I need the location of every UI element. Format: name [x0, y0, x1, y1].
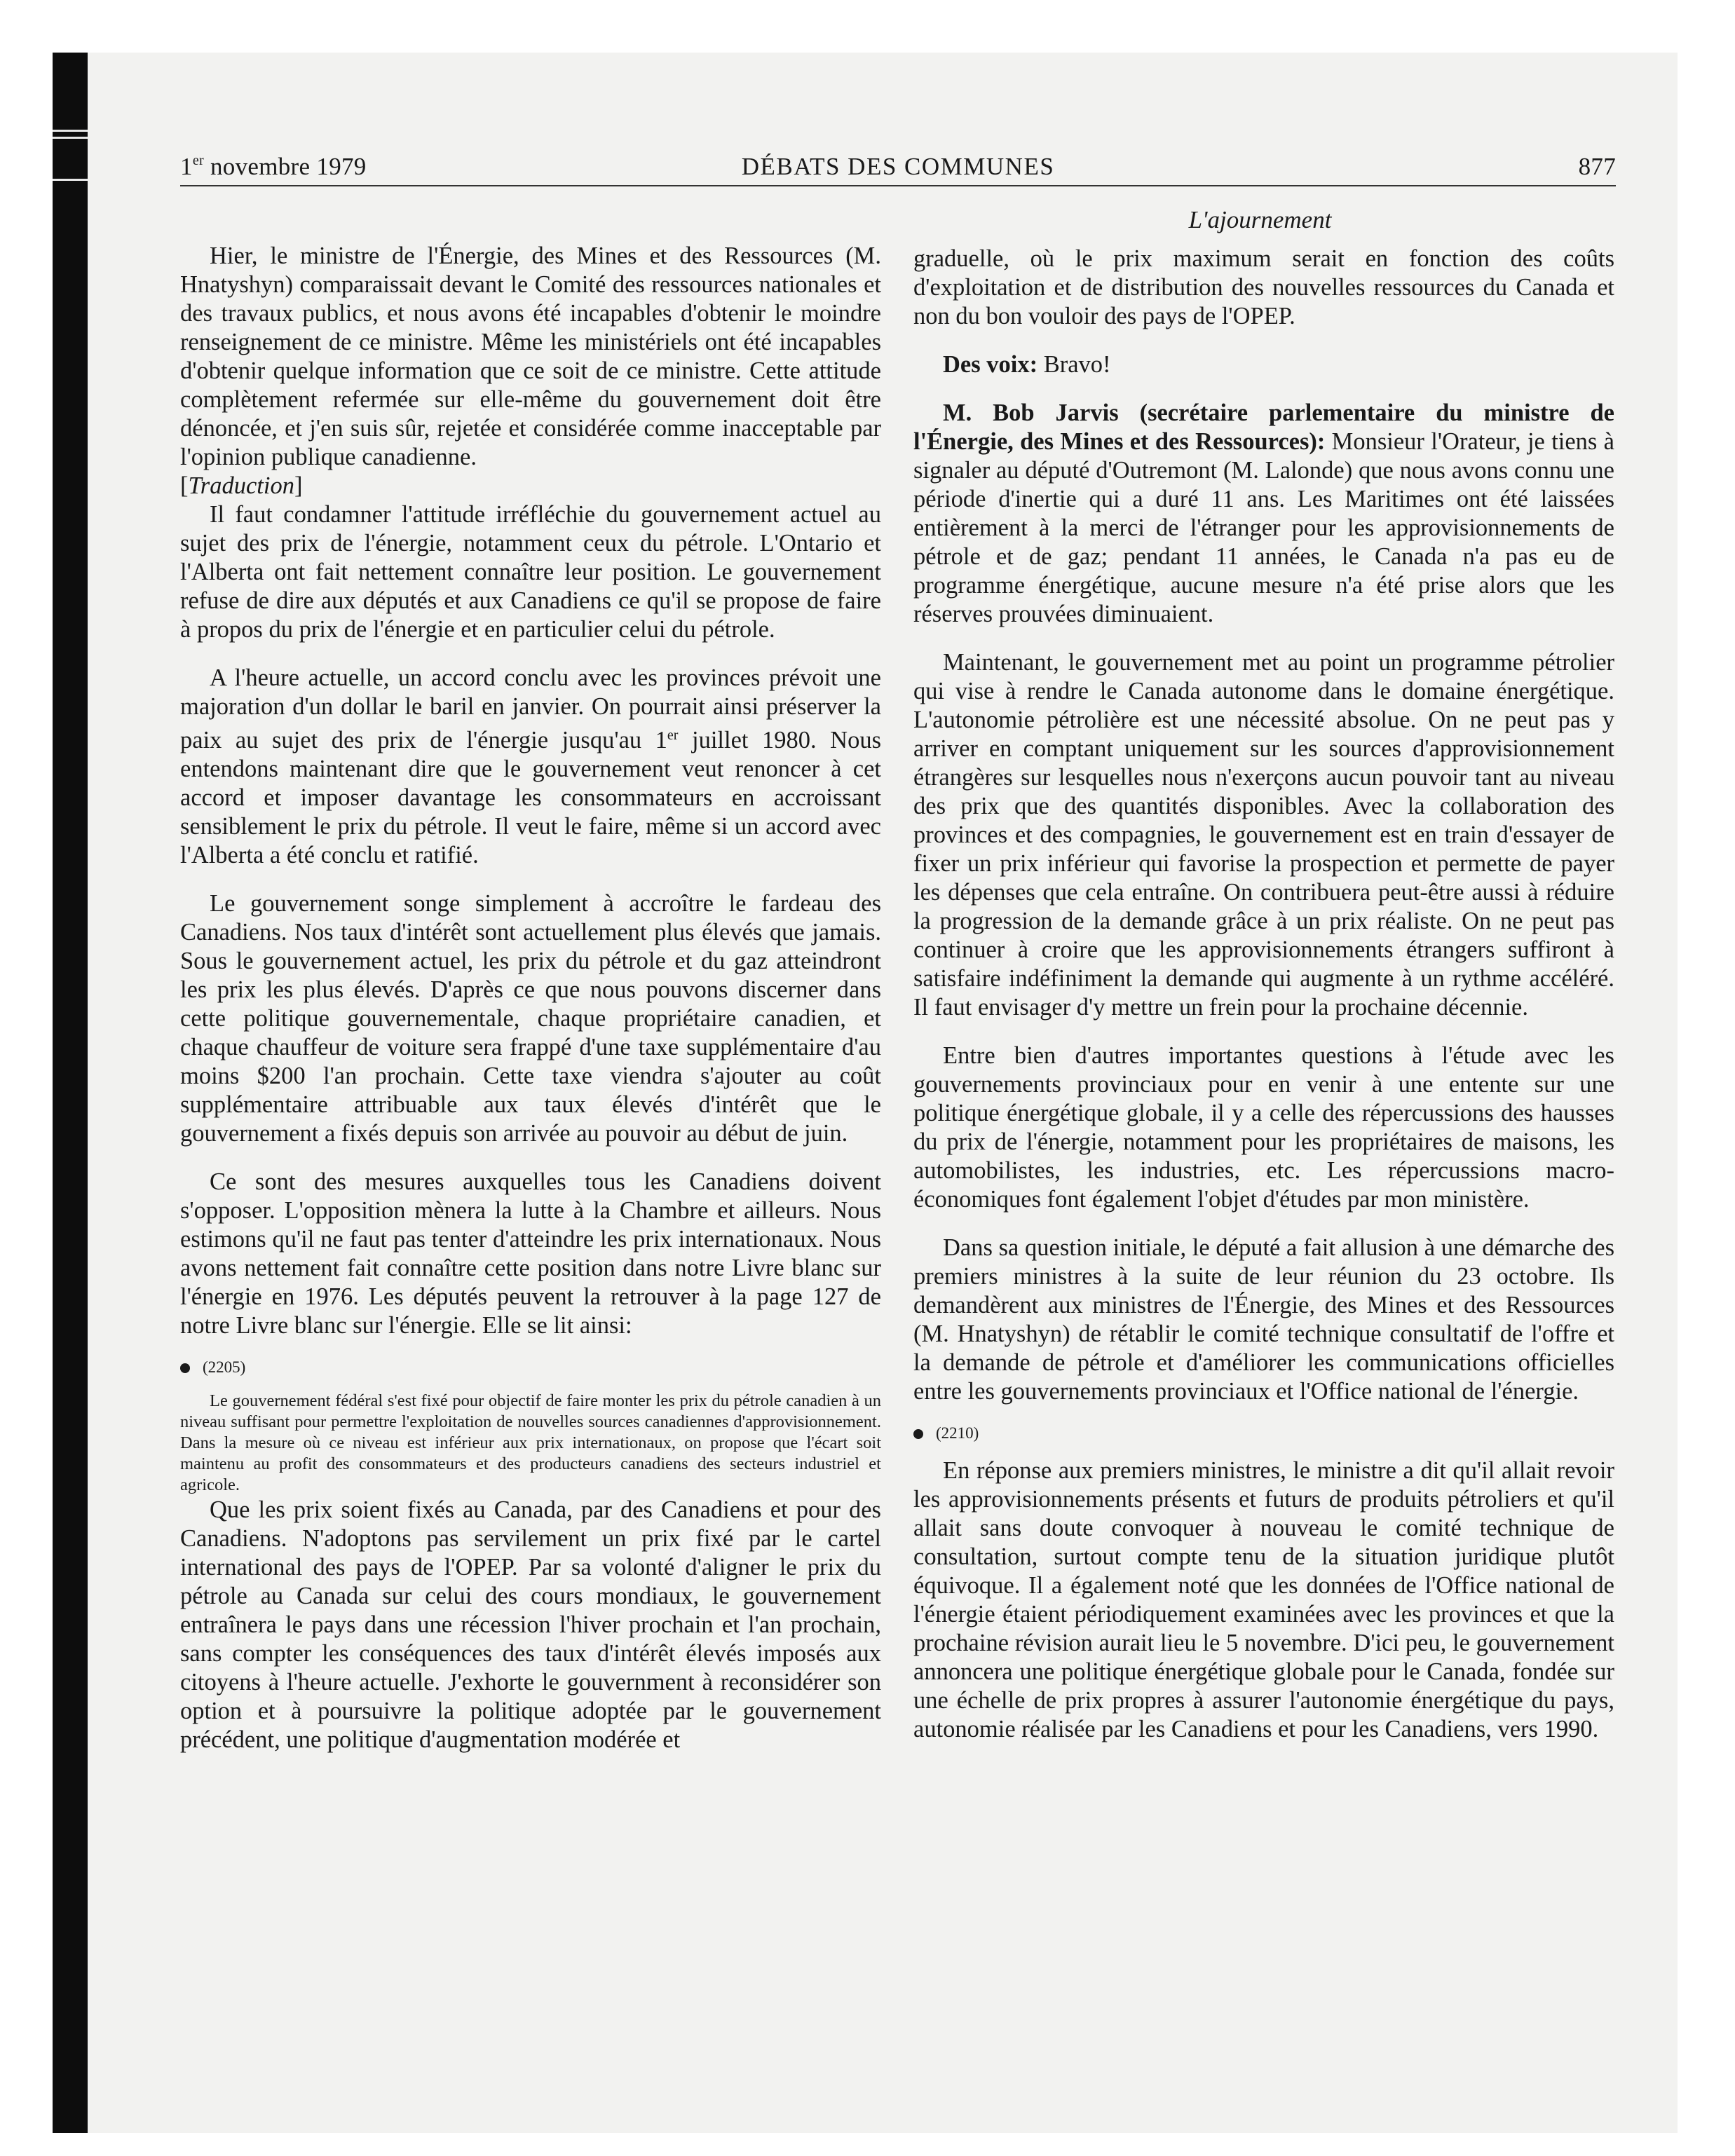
paragraph: Le gouvernement songe simplement à accroître le fardeau des Canadiens. Nos taux d'intérêt sont actuellement plus élevés que jamais. Sous le gouvernement actuel, les prix du pétrole et du gaz atteindront les prix les plus élevés. D'après ce que nous pouvons discerner dans cette politique gouvernementale, chaque propriétaire canadien, et chaque chauffeur de voiture sera frappé d'une taxe supplémentaire d'au moins $200 l'an prochain. Cette taxe viendra s'ajouter au coût supplémentaire attribuable aux taux élevés d'intérêt que le gouvernement a fixés depuis son arrivée au pouvoir au début de juin. [180, 890, 881, 1147]
paragraph: Maintenant, le gouvernement met au point un programme pétrolier qui vise à rendre le Canada autonome dans le domaine énergétique. L'autonomie pétrolière est une nécessité absolue. On ne peut pas y arriver en comptant uniquement sur les sources d'approvisionnement étrangères sur lesquelles nous n'exerçons aucun pouvoir tant au niveau des prix que des quantités disponibles. Avec la collaboration des provinces et des compagnies, le gouvernement est en train d'essayer de fixer un prix inférieur qui favorise la prospection et permette de payer les dépenses que cela entraîne. On contribuera peut-être aussi à réduire la progression de la demande grâce à un prix réaliste. On ne peut pas continuer à croire que les approvisionnements étrangers suffiront à satisfaire indéfiniment la demande qui augmente à un rythme accéléré. Il faut envisager d'y mettre un frein pour la prochaine décennie. [913, 649, 1614, 1021]
speaker-paragraph: Des voix: Bravo! [943, 351, 1111, 378]
running-head: L'ajournement [1188, 206, 1332, 233]
binding-edge [53, 53, 88, 2133]
block-quote: Le gouvernement fédéral s'est fixé pour objectif de faire monter les prix du pétrole canadien à un niveau suffisant pour permettre l'exploitation de nouvelles sources canadiennes d'approvisionnement. Dans la mesure où ce niveau est inférieur aux prix internationaux, on propose que l'écart soit maintenu au profit des consommateurs et des producteurs canadiens des secteurs industriel et agricole. [180, 1391, 881, 1494]
header-rule [180, 185, 1616, 186]
paragraph: Hier, le ministre de l'Énergie, des Mines et des Ressources (M. Hnatyshyn) comparaissait devant le Comité des ressources nationales et des travaux publics, et nous avons été incapables d'obtenir le moindre renseignement de ce ministre. Même les ministériels ont été incapables d'obtenir quelque information que ce soit de ce ministre. Cette attitude complètement refermée sur elle-même du gouvernement doit être dénoncée, et j'en suis sûr, rejetée et considérée comme inacceptable par l'opinion publique canadienne. [180, 243, 881, 470]
header-title: DÉBATS DES COMMUNES [741, 153, 1055, 180]
page-header [180, 153, 1616, 189]
paragraph: Ce sont des mesures auxquelles tous les Canadiens doivent s'opposer. L'opposition mènera la lutte à la Chambre et ailleurs. Nous estimons qu'il ne faut pas tenter d'atteindre les prix internationaux. Nous avons nettement fait connaître cette position dans notre Livre blanc sur l'énergie en 1976. Les députés peuvent la retrouver à la page 127 de notre Livre blanc sur l'énergie. Elle se lit ainsi: [180, 1168, 881, 1339]
traduction-label: [Traduction] [180, 472, 303, 499]
paragraph: Dans sa question initiale, le député a fait allusion à une démarche des premiers ministres à la suite de leur réunion du 23 octobre. Ils demandèrent aux ministres de l'Énergie, des Mines et des Ressources (M. Hnatyshyn) de rétablir le comité technique consultatif de l'offre et la demande de pétrole et d'améliorer les communications officielles entre les gouvernements provinciaux et l'Office national de l'énergie. [913, 1234, 1614, 1405]
left-column [180, 242, 881, 1754]
header-date: 1er novembre 1979 [180, 153, 367, 180]
paragraph: Il faut condamner l'attitude irréfléchie du gouvernement actuel au sujet des prix de l'énergie, notamment ceux du pétrole. L'Ontario et l'Alberta ont fait nettement connaître leur position. Le gouvernement refuse de dire aux députés et aux Canadiens ce qu'il se propose de faire à propos du prix de l'énergie et en particulier celui du pétrole. [180, 501, 881, 643]
right-column [913, 245, 1614, 1744]
bullet-dot-icon [913, 1429, 923, 1439]
paragraph: A l'heure actuelle, un accord conclu avec les provinces prévoit une majoration d'un dollar le baril en janvier. On pourrait ainsi préserver la paix au sujet des prix de l'énergie jusqu'au 1er juillet 1980. Nous entendons maintenant dire que le gouvernement veut renoncer à cet accord et imposer davantage les consommateurs en accroissant sensiblement le prix du pétrole. Il veut le faire, même si un accord avec l'Alberta a été conclu et ratifié. [180, 664, 881, 868]
bullet-dot-icon [180, 1363, 190, 1373]
paragraph: Que les prix soient fixés au Canada, par des Canadiens et pour des Canadiens. N'adoptons pas servilement un prix fixé par le cartel international des pays de l'OPEP. Par sa volonté d'aligner le prix du pétrole au Canada sur celui des cours mondiaux, le gouvernement entraînera le pays dans une récession l'hiver prochain et l'an prochain, sans compter les conséquences des taux d'intérêt élevés imposés aux citoyens à l'heure actuelle. J'exhorte le gouvernment à reconsidérer son option et à poursuivre la politique adoptée par le gouvernement précédent, une politique d'augmentation modérée et [180, 1496, 881, 1753]
paragraph: Entre bien d'autres importantes questions à l'étude avec les gouvernements provinciaux pour en venir à une entente sur une politique énergétique globale, il y a celle des répercussions des hausses du prix de l'énergie, notamment pour les propriétaires de maisons, les automobilistes, les industries, etc. Les répercussions macro-économiques font également l'objet d'études par mon ministère. [913, 1042, 1614, 1213]
time-marker: (2210) [913, 1423, 1614, 1444]
page-number: 877 [1578, 153, 1616, 180]
paragraph: graduelle, où le prix maximum serait en fonction des coûts d'exploitation et de distribution des nouvelles ressources du Canada et non du bon vouloir des pays de l'OPEP. [913, 245, 1614, 329]
time-marker: (2205) [180, 1357, 881, 1378]
paragraph: En réponse aux premiers ministres, le ministre a dit qu'il allait revoir les approvisionnements présents et futurs de produits pétroliers et qu'il allait sans doute convoquer à nouveau le comité technique de consultation, surtout compte tenu de la situation juridique plutôt équivoque. Il a également noté que les données de l'Office national de l'énergie étaient périodiquement examinées avec les provinces et que la prochaine révision aurait lieu le 5 novembre. D'ici peu, le gouvernement annoncera une politique énergétique globale pour le Canada, fondée sur une échelle de prix propres à assurer l'autonomie énergétique du pays, autonomie réalisée par les Canadiens et pour les Canadiens, vers 1990. [913, 1457, 1614, 1742]
speaker-paragraph: M. Bob Jarvis (secrétaire parlementaire du ministre de l'Énergie, des Mines et des Ressources): Monsieur l'Orateur, je tiens à signaler au député d'Outremont (M. Lalonde) que nous avons connu une période d'inertie qui a duré 11 ans. Les Maritimes ont été laissées entièrement à la merci de l'étranger pour les approvisionnements de pétrole et de gaz; pendant 11 années, le Canada n'a pas eu de programme énergétique, aucune mesure n'a été prise alors que les réserves prouvées diminuaient. [913, 400, 1614, 627]
